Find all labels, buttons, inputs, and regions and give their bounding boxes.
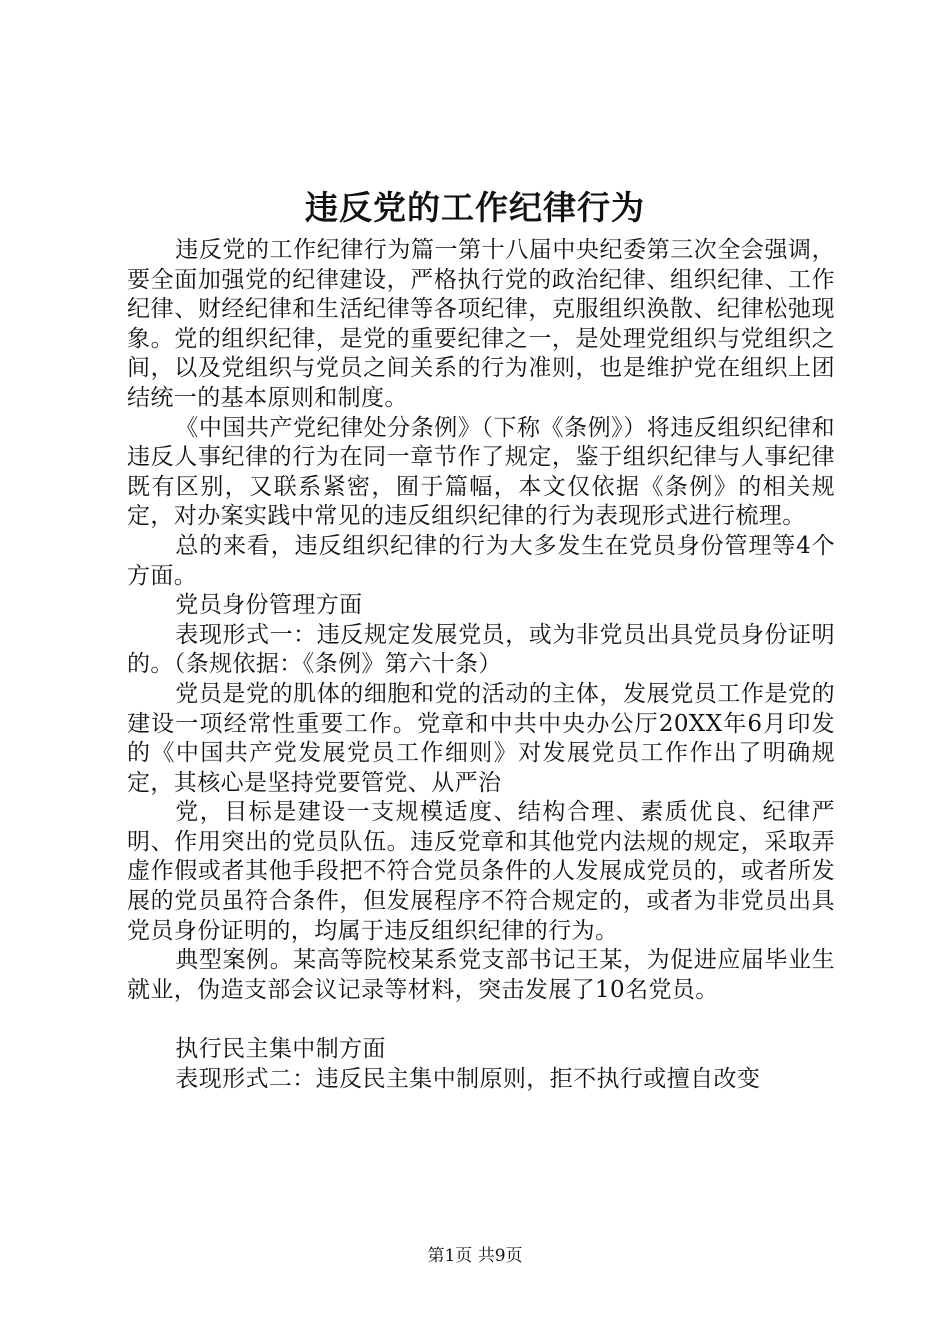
paragraph: 总的来看，违反组织纪律的行为大多发生在党员身份管理等4个方面。 — [127, 532, 835, 589]
document-body — [127, 236, 835, 1095]
paragraph: 党员是党的肌体的细胞和党的活动的主体，发展党员工作是党的建设一项经常性重要工作。党章和中共中央办公厅20XX年6月印发的《中国共产党发展党员工作细则》对发展党员工作作出了明确规定，其核心是坚持党要管党、从严治 — [127, 680, 835, 796]
paragraph: 违反党的工作纪律行为篇一第十八届中央纪委第三次全会强调，要全面加强党的纪律建设，严格执行党的政治纪律、组织纪律、工作纪律、财经纪律和生活纪律等各项纪律，克服组织涣散、纪律松弛现象。党的组织纪律，是党的重要纪律之一，是处理党组织与党组织之间，以及党组织与党员之间关系的行为准则，也是维护党在组织上团结统一的基本原则和制度。 — [127, 237, 835, 411]
section-heading: 党员身份管理方面 — [175, 592, 363, 619]
paragraph: 《中国共产党纪律处分条例》（下称《条例》）将违反组织纪律和违反人事纪律的行为在同一章节作了规定，鉴于组织纪律与人事纪律既有区别，又联系紧密，囿于篇幅，本文仅依据《条例》的相关规定，对办案实践中常见的违反组织纪律的行为表现形式进行梳理。 — [127, 414, 835, 530]
section-heading: 执行民主集中制方面 — [175, 1036, 386, 1063]
paragraph: 典型案例。某高等院校某系党支部书记王某，为促进应届毕业生就业，伪造支部会议记录等材料，突击发展了10名党员。 — [127, 947, 835, 1003]
page-footer: 第1页 共9页 — [427, 1246, 523, 1266]
document-title: 违反党的工作纪律行为 — [305, 188, 645, 227]
paragraph: 表现形式一：违反规定发展党员，或为非党员出具党员身份证明的。（条规依据：《条例》第六十条） — [127, 621, 835, 678]
paragraph: 党，目标是建设一支规模适度、结构合理、素质优良、纪律严明、作用突出的党员队伍。违反党章和其他党内法规的规定，采取弄虚作假或者其他手段把不符合党员条件的人发展成党员的，或者所发展的党员虽符合条件，但发展程序不符合规定的，或者为非党员出具党员身份证明的，均属于违反组织纪律的行为。 — [127, 799, 835, 944]
paragraph: 表现形式二：违反民主集中制原则，拒不执行或擅自改变 — [175, 1066, 761, 1093]
